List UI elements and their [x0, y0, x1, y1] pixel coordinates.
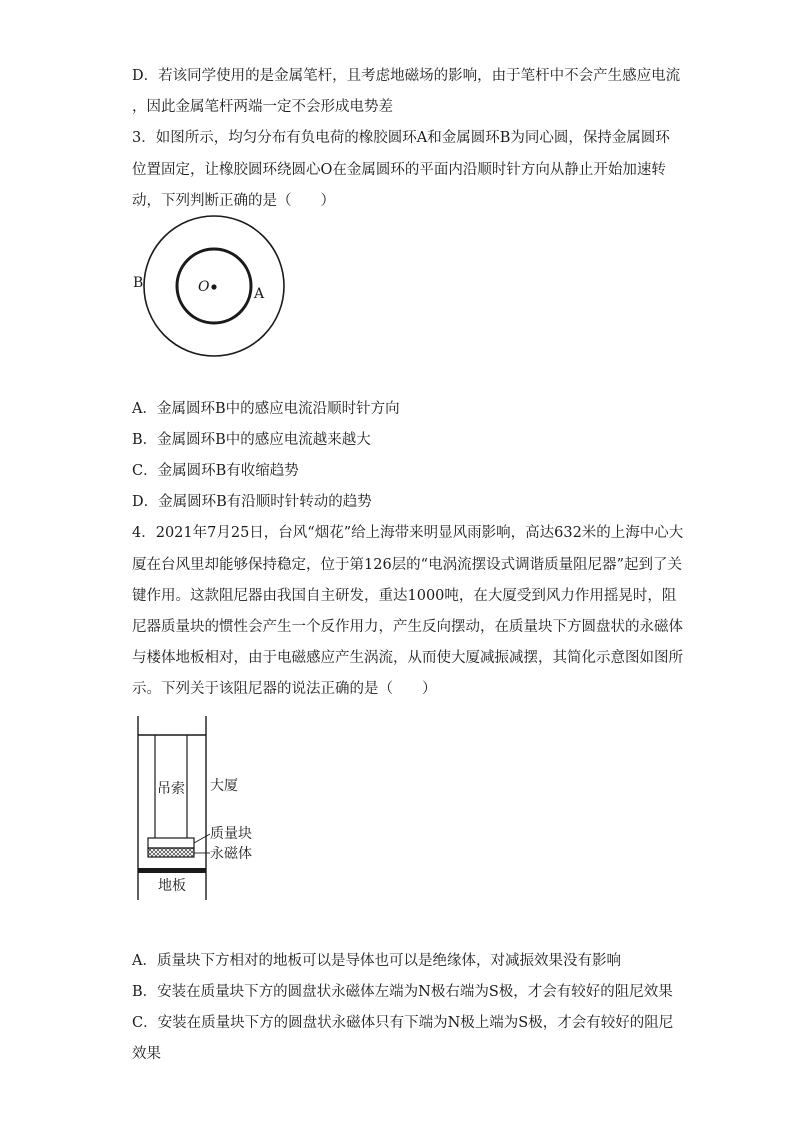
- q4-damper-figure: [132, 712, 282, 907]
- q3-stem-line2: 位置固定，让橡胶圆环绕圆心O在金属圆环的平面内沿顺时针方向从静止开始加速转: [132, 162, 666, 178]
- label-a: A: [254, 286, 265, 302]
- q3-stem-line3: 动，下列判断正确的是（ ）: [132, 193, 335, 209]
- q4-option-c-line2: 效果: [132, 1046, 161, 1062]
- q3-concentric-rings-figure: [128, 210, 288, 360]
- q4-stem-line4: 尼器质量块的惯性会产生一个反作用力，产生反向摆动，在质量块下方圆盘状的永磁体: [132, 619, 683, 635]
- q4-option-c-line1: C．安装在质量块下方的圆盘状永磁体只有下端为N极上端为S极，才会有较好的阻尼: [132, 1015, 674, 1031]
- floor: [138, 868, 206, 873]
- q4-stem-line1: 4．2021年7月25日，台风“烟花”给上海带来明显风雨影响，高达632米的上海中心大: [132, 525, 684, 541]
- q4-stem-line2: 厦在台风里却能够保持稳定，位于第126层的“电涡流摆设式调谐质量阻尼器”起到了关: [132, 557, 682, 573]
- q2-option-d-line2: ，因此金属笔杆两端一定不会形成电势差: [132, 99, 393, 115]
- mass-block: [148, 838, 194, 848]
- q3-option-a: A．金属圆环B中的感应电流沿顺时针方向: [132, 401, 400, 417]
- leader-mass: [194, 834, 210, 843]
- label-b: B: [133, 275, 144, 291]
- label-floor: 地板: [158, 878, 186, 894]
- label-cable: 吊索: [157, 781, 185, 797]
- q3-option-c: C．金属圆环B有收缩趋势: [132, 463, 299, 479]
- q3-option-b: B．金属圆环B中的感应电流越来越大: [132, 432, 371, 448]
- center-point-o: [211, 284, 216, 289]
- q4-option-b: B．安装在质量块下方的圆盘状永磁体左端为N极右端为S极，才会有较好的阻尼效果: [132, 984, 673, 1000]
- permanent-magnet: [148, 848, 194, 857]
- label-magnet: 永磁体: [210, 846, 252, 862]
- label-mass: 质量块: [210, 826, 252, 842]
- q4-stem-line6: 示。下列关于该阻尼器的说法正确的是（ ）: [132, 681, 437, 697]
- q3-option-d: D．金属圆环B有沿顺时针转动的趋势: [132, 494, 372, 510]
- label-building: 大厦: [210, 778, 238, 794]
- q4-stem-line3: 键作用。这款阻尼器由我国自主研发，重达1000吨，在大厦受到风力作用摇晃时，阻: [132, 588, 677, 604]
- q2-option-d-line1: D．若该同学使用的是金属笔杆，且考虑地磁场的影响，由于笔杆中不会产生感应电流: [132, 68, 681, 84]
- q4-stem-line5: 与楼体地板相对，由于电磁感应产生涡流，从而使大厦减振减摆，其简化示意图如图所: [132, 650, 683, 666]
- label-o: O: [198, 279, 210, 295]
- q3-stem-line1: 3．如图所示，均匀分布有负电荷的橡胶圆环A和金属圆环B为同心圆，保持金属圆环: [132, 130, 670, 146]
- q4-option-a: A．质量块下方相对的地板可以是导体也可以是绝缘体，对减振效果没有影响: [132, 953, 621, 969]
